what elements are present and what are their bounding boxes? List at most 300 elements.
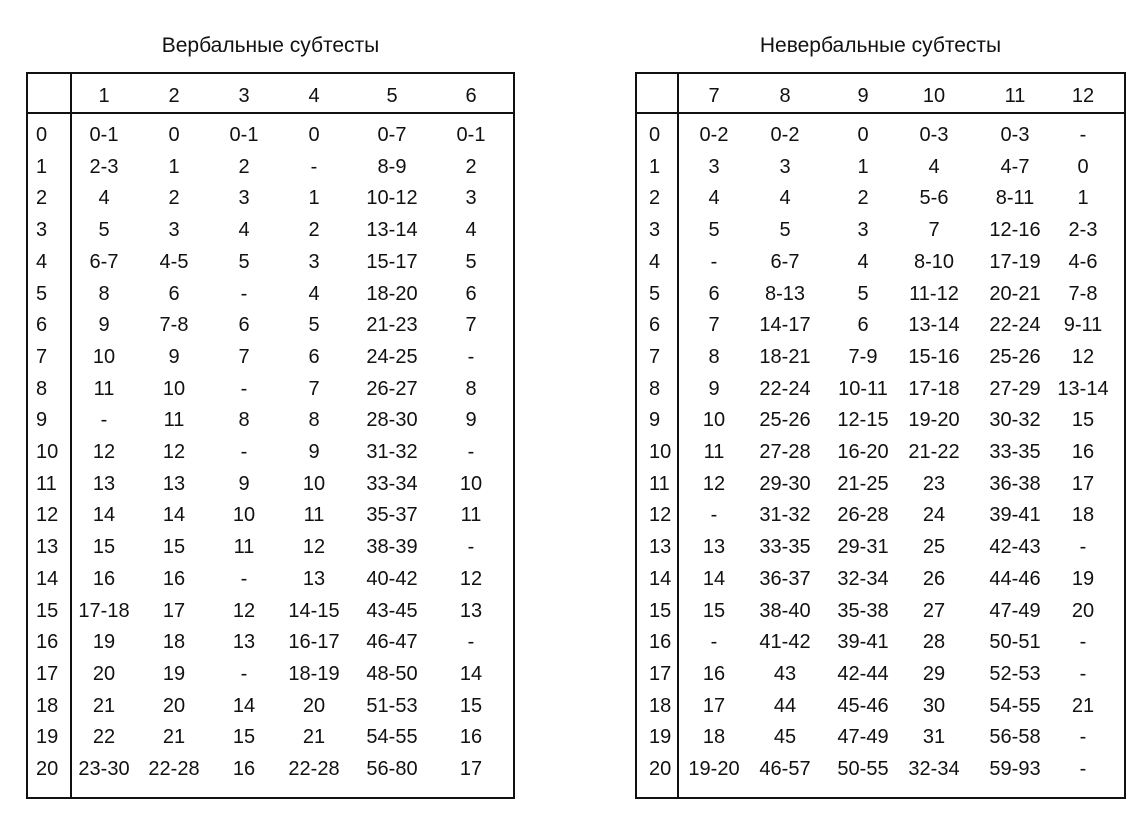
table-cell: 16 xyxy=(92,568,116,590)
table-cell: 10-11 xyxy=(838,378,888,400)
table-cell: 8 xyxy=(98,283,110,305)
table-cell: 6-7 xyxy=(89,251,119,273)
table-cell: 1 xyxy=(1077,187,1089,209)
table-cell: 33-35 xyxy=(759,536,811,558)
table-cell: 10-12 xyxy=(366,187,418,209)
table-cell: 22-24 xyxy=(989,314,1041,336)
table-cell: 20 xyxy=(302,695,326,717)
table-cell: 39-41 xyxy=(837,631,889,653)
row-label: 12 xyxy=(36,504,59,526)
table-cell: 2-3 xyxy=(89,156,119,178)
table-cell: 19 xyxy=(92,631,116,653)
table-cell: 7-9 xyxy=(848,346,878,368)
table-cell: 4 xyxy=(98,187,110,209)
column-header: 7 xyxy=(708,85,720,107)
column-header: 5 xyxy=(386,85,398,107)
table-cell: 26 xyxy=(922,568,946,590)
table-cell: 16 xyxy=(232,758,256,780)
table-cell: 9 xyxy=(708,378,720,400)
row-label: 8 xyxy=(36,378,48,400)
table-cell: 15 xyxy=(92,536,116,558)
table-cell: 13-14 xyxy=(1057,378,1109,400)
table-cell: 20 xyxy=(162,695,186,717)
table-cell: 0-1 xyxy=(456,124,486,146)
row-label: 13 xyxy=(36,536,59,558)
table-cell: 8-11 xyxy=(995,187,1035,209)
table-cell: 16 xyxy=(702,663,726,685)
table-cell: 25-26 xyxy=(989,346,1041,368)
table-cell: 11 xyxy=(233,536,255,558)
table-cell: 33-34 xyxy=(366,473,418,495)
table-cell: 21 xyxy=(92,695,116,717)
row-label: 9 xyxy=(36,409,48,431)
table-cell: 4-5 xyxy=(159,251,189,273)
table-cell: 13 xyxy=(162,473,186,495)
table-cell: 9 xyxy=(308,441,320,463)
table-cell: 30 xyxy=(922,695,946,717)
table-cell: 16 xyxy=(459,726,483,748)
table-cell: 7-8 xyxy=(1068,283,1098,305)
table-cell: 7 xyxy=(308,378,320,400)
table-cell: 9 xyxy=(168,346,180,368)
table-cell: 14 xyxy=(162,504,186,526)
table-cell: 32-34 xyxy=(908,758,960,780)
table-cell: - xyxy=(1079,124,1087,146)
table-cell: 10 xyxy=(232,504,256,526)
table-cell: 14 xyxy=(92,504,116,526)
table-cell: - xyxy=(467,536,475,558)
table-cell: 0 xyxy=(308,124,320,146)
row-label: 10 xyxy=(649,441,672,463)
table-cell: 4-7 xyxy=(1000,156,1030,178)
row-label: 7 xyxy=(36,346,48,368)
table-cell: 5 xyxy=(465,251,477,273)
table-cell: 50-55 xyxy=(837,758,889,780)
table-cell: 21 xyxy=(302,726,326,748)
table-cell: 16 xyxy=(162,568,186,590)
table-cell: 27 xyxy=(922,600,946,622)
column-header: 12 xyxy=(1071,85,1095,107)
table-cell: 46-57 xyxy=(759,758,811,780)
table-cell: 14 xyxy=(702,568,726,590)
table-cell: 13 xyxy=(702,536,726,558)
column-header: 4 xyxy=(308,85,320,107)
row-label: 3 xyxy=(649,219,661,241)
table-cell: 40-42 xyxy=(366,568,418,590)
table-cell: 47-49 xyxy=(837,726,889,748)
table-cell: 4 xyxy=(238,219,250,241)
table-cell: 32-34 xyxy=(837,568,889,590)
table-cell: 12 xyxy=(1071,346,1095,368)
table-cell: 4 xyxy=(465,219,477,241)
table-cell: 9 xyxy=(465,409,477,431)
table-cell: 4 xyxy=(928,156,940,178)
row-label: 0 xyxy=(649,124,661,146)
table-cell: - xyxy=(240,568,248,590)
table-cell: 6 xyxy=(238,314,250,336)
table-cell: 10 xyxy=(459,473,483,495)
table-cell: - xyxy=(100,409,108,431)
table-cell: 16-20 xyxy=(837,441,889,463)
table-cell: 0-7 xyxy=(377,124,407,146)
table-cell: - xyxy=(1079,536,1087,558)
table-title: Вербальные субтесты xyxy=(161,34,380,57)
table-cell: - xyxy=(710,504,718,526)
row-label: 20 xyxy=(36,758,59,780)
table-cell: 3 xyxy=(238,187,250,209)
table-cell: 48-50 xyxy=(366,663,418,685)
table-cell: 15 xyxy=(1071,409,1095,431)
table-cell: 14 xyxy=(459,663,483,685)
table-cell: 11 xyxy=(460,504,482,526)
table-cell: 0 xyxy=(168,124,180,146)
table-cell: 52-53 xyxy=(989,663,1041,685)
table-cell: 29 xyxy=(922,663,946,685)
column-header: 10 xyxy=(922,85,946,107)
table-cell: 17-19 xyxy=(989,251,1041,273)
table-cell: 54-55 xyxy=(989,695,1041,717)
table-cell: 1 xyxy=(168,156,180,178)
table-cell: 4-6 xyxy=(1068,251,1098,273)
table-cell: 8 xyxy=(308,409,320,431)
table-cell: 5 xyxy=(238,251,250,273)
table-cell: - xyxy=(240,441,248,463)
table-cell: 50-51 xyxy=(989,631,1041,653)
table-cell: 14 xyxy=(232,695,256,717)
column-header: 6 xyxy=(465,85,477,107)
table-cell: 17-18 xyxy=(78,600,130,622)
table-cell: 18-20 xyxy=(366,283,418,305)
table-frame xyxy=(26,72,515,799)
table-cell: 9-11 xyxy=(1063,314,1103,336)
row-label: 20 xyxy=(649,758,672,780)
table-cell: 21-23 xyxy=(366,314,418,336)
table-cell: 12 xyxy=(302,536,326,558)
table-cell: 35-37 xyxy=(366,504,418,526)
table-cell: 18-19 xyxy=(288,663,340,685)
table-cell: 35-38 xyxy=(837,600,889,622)
table-cell: 11 xyxy=(163,409,185,431)
table-cell: 44-46 xyxy=(989,568,1041,590)
table-title: Невербальные субтесты xyxy=(759,34,1002,57)
table-cell: 15 xyxy=(162,536,186,558)
row-label: 18 xyxy=(649,695,672,717)
table-cell: 4 xyxy=(708,187,720,209)
table-cell: 12 xyxy=(232,600,256,622)
table-cell: 27-28 xyxy=(759,441,811,463)
table-cell: 13-14 xyxy=(366,219,418,241)
table-cell: 41-42 xyxy=(759,631,811,653)
row-label: 6 xyxy=(649,314,661,336)
column-header: 2 xyxy=(168,85,180,107)
column-header: 3 xyxy=(238,85,250,107)
table-cell: 21 xyxy=(1071,695,1095,717)
table-cell: 17 xyxy=(702,695,726,717)
table-cell: 43 xyxy=(773,663,797,685)
table-cell: 6 xyxy=(465,283,477,305)
table-cell: 38-39 xyxy=(366,536,418,558)
column-header: 8 xyxy=(779,85,791,107)
table-cell: 0-3 xyxy=(919,124,949,146)
row-label: 3 xyxy=(36,219,48,241)
table-cell: 4 xyxy=(779,187,791,209)
table-cell: 28 xyxy=(922,631,946,653)
row-label: 14 xyxy=(649,568,672,590)
table-cell: 3 xyxy=(168,219,180,241)
table-cell: 29-30 xyxy=(759,473,811,495)
table-cell: 2 xyxy=(168,187,180,209)
table-cell: 19-20 xyxy=(688,758,740,780)
table-cell: 2 xyxy=(857,187,869,209)
table-frame xyxy=(635,72,1126,799)
table-cell: 8 xyxy=(238,409,250,431)
table-cell: 56-58 xyxy=(989,726,1041,748)
table-cell: 13 xyxy=(302,568,326,590)
table-cell: - xyxy=(1079,726,1087,748)
row-label: 1 xyxy=(36,156,48,178)
table-cell: 42-44 xyxy=(837,663,889,685)
table-cell: 12 xyxy=(459,568,483,590)
table-cell: 16-17 xyxy=(288,631,340,653)
table-cell: 5 xyxy=(98,219,110,241)
row-label: 18 xyxy=(36,695,59,717)
table-cell: 12 xyxy=(162,441,186,463)
row-label: 1 xyxy=(649,156,661,178)
table-cell: 6 xyxy=(168,283,180,305)
table-cell: 3 xyxy=(708,156,720,178)
table-cell: 0-3 xyxy=(1000,124,1030,146)
table-cell: 13 xyxy=(459,600,483,622)
table-cell: 7 xyxy=(465,314,477,336)
table-cell: 12-15 xyxy=(837,409,889,431)
table-cell: 20 xyxy=(1071,600,1095,622)
table-cell: 5 xyxy=(857,283,869,305)
row-label: 14 xyxy=(36,568,59,590)
table-cell: 9 xyxy=(238,473,250,495)
table-cell: 1 xyxy=(857,156,869,178)
column-header: 11 xyxy=(1004,85,1026,107)
column-header: 1 xyxy=(98,85,110,107)
row-label: 19 xyxy=(36,726,59,748)
table-cell: 17 xyxy=(162,600,186,622)
row-label: 16 xyxy=(649,631,672,653)
table-cell: 18 xyxy=(702,726,726,748)
table-cell: 3 xyxy=(779,156,791,178)
row-label: 13 xyxy=(649,536,672,558)
table-cell: 11 xyxy=(303,504,325,526)
table-cell: 47-49 xyxy=(989,600,1041,622)
row-label: 7 xyxy=(649,346,661,368)
table-cell: 25-26 xyxy=(759,409,811,431)
table-cell: 0-1 xyxy=(89,124,119,146)
table-cell: 3 xyxy=(857,219,869,241)
table-cell: 5 xyxy=(708,219,720,241)
table-cell: 17 xyxy=(1071,473,1095,495)
table-cell: 43-45 xyxy=(366,600,418,622)
table-cell: - xyxy=(467,346,475,368)
table-cell: - xyxy=(1079,663,1087,685)
table-cell: 12 xyxy=(702,473,726,495)
table-cell: 15-16 xyxy=(908,346,960,368)
row-label: 5 xyxy=(36,283,48,305)
row-label: 11 xyxy=(649,473,670,495)
table-cell: 2 xyxy=(465,156,477,178)
row-label: 16 xyxy=(36,631,59,653)
row-label: 10 xyxy=(36,441,59,463)
table-cell: 11-12 xyxy=(909,283,959,305)
table-cell: 6-7 xyxy=(770,251,800,273)
row-label: 2 xyxy=(649,187,661,209)
table-cell: 21 xyxy=(162,726,186,748)
table-cell: 44 xyxy=(773,695,797,717)
table-cell: 5-6 xyxy=(919,187,949,209)
table-cell: 36-38 xyxy=(989,473,1041,495)
table-cell: 8 xyxy=(465,378,477,400)
table-cell: 28-30 xyxy=(366,409,418,431)
table-cell: 6 xyxy=(308,346,320,368)
row-label: 0 xyxy=(36,124,48,146)
table-cell: 7-8 xyxy=(159,314,189,336)
table-cell: 15 xyxy=(459,695,483,717)
row-label: 11 xyxy=(36,473,57,495)
table-cell: 5 xyxy=(779,219,791,241)
row-label: 4 xyxy=(649,251,661,273)
table-cell: 9 xyxy=(98,314,110,336)
table-cell: 2-3 xyxy=(1068,219,1098,241)
table-cell: 8-10 xyxy=(913,251,955,273)
table-cell: 26-28 xyxy=(837,504,889,526)
table-cell: 22-28 xyxy=(288,758,340,780)
table-cell: 42-43 xyxy=(989,536,1041,558)
table-cell: - xyxy=(240,663,248,685)
table-cell: 21-22 xyxy=(908,441,960,463)
table-cell: 46-47 xyxy=(366,631,418,653)
table-cell: 22-28 xyxy=(148,758,200,780)
table-cell: 15 xyxy=(232,726,256,748)
table-cell: 31-32 xyxy=(759,504,811,526)
table-cell: 15-17 xyxy=(366,251,418,273)
table-cell: - xyxy=(240,378,248,400)
table-cell: 16 xyxy=(1071,441,1095,463)
table-cell: 24-25 xyxy=(366,346,418,368)
table-cell: 23 xyxy=(922,473,946,495)
row-label: 5 xyxy=(649,283,661,305)
table-cell: 20-21 xyxy=(989,283,1041,305)
table-cell: 45 xyxy=(773,726,797,748)
table-cell: 1 xyxy=(308,187,320,209)
table-cell: 14-15 xyxy=(288,600,340,622)
table-cell: 10 xyxy=(302,473,326,495)
table-cell: 2 xyxy=(238,156,250,178)
table-cell: 51-53 xyxy=(366,695,418,717)
table-cell: 10 xyxy=(162,378,186,400)
table-cell: 0 xyxy=(1077,156,1089,178)
column-header: 9 xyxy=(857,85,869,107)
row-label: 17 xyxy=(649,663,672,685)
table-cell: - xyxy=(240,283,248,305)
table-cell: - xyxy=(1079,631,1087,653)
table-cell: 19-20 xyxy=(908,409,960,431)
table-cell: 5 xyxy=(308,314,320,336)
table-cell: - xyxy=(467,631,475,653)
table-cell: 22-24 xyxy=(759,378,811,400)
table-cell: 26-27 xyxy=(366,378,418,400)
table-cell: 3 xyxy=(465,187,477,209)
table-cell: 0-2 xyxy=(699,124,729,146)
verbal-subtests-table xyxy=(26,0,515,825)
table-cell: 19 xyxy=(1071,568,1095,590)
table-cell: 0-1 xyxy=(229,124,259,146)
table-cell: - xyxy=(310,156,318,178)
table-cell: 13 xyxy=(232,631,256,653)
table-cell: 7 xyxy=(238,346,250,368)
table-cell: 19 xyxy=(162,663,186,685)
table-cell: 13-14 xyxy=(908,314,960,336)
table-cell: 12 xyxy=(92,441,116,463)
table-cell: 0-2 xyxy=(770,124,800,146)
table-cell: 31-32 xyxy=(366,441,418,463)
table-cell: 45-46 xyxy=(837,695,889,717)
table-cell: 7 xyxy=(708,314,720,336)
header-divider xyxy=(637,112,1124,114)
table-cell: 54-55 xyxy=(366,726,418,748)
table-cell: 12-16 xyxy=(989,219,1041,241)
table-cell: 3 xyxy=(308,251,320,273)
column-divider xyxy=(677,74,679,797)
table-cell: 21-25 xyxy=(837,473,889,495)
table-cell: 14-17 xyxy=(759,314,811,336)
table-cell: 8-9 xyxy=(377,156,407,178)
row-label: 8 xyxy=(649,378,661,400)
table-cell: 33-35 xyxy=(989,441,1041,463)
table-cell: 13 xyxy=(92,473,116,495)
table-cell: 18 xyxy=(1071,504,1095,526)
row-label: 17 xyxy=(36,663,59,685)
table-cell: 29-31 xyxy=(837,536,889,558)
nonverbal-subtests-table xyxy=(635,0,1126,825)
table-cell: 36-37 xyxy=(759,568,811,590)
table-cell: 59-93 xyxy=(989,758,1041,780)
table-cell: 18 xyxy=(162,631,186,653)
table-cell: 39-41 xyxy=(989,504,1041,526)
table-cell: - xyxy=(710,631,718,653)
table-cell: 4 xyxy=(857,251,869,273)
table-cell: 17-18 xyxy=(908,378,960,400)
table-cell: 20 xyxy=(92,663,116,685)
table-cell: 7 xyxy=(928,219,940,241)
header-divider xyxy=(28,112,513,114)
table-cell: 17 xyxy=(459,758,483,780)
table-cell: 10 xyxy=(702,409,726,431)
table-cell: 4 xyxy=(308,283,320,305)
table-cell: 24 xyxy=(922,504,946,526)
table-cell: 15 xyxy=(702,600,726,622)
row-label: 19 xyxy=(649,726,672,748)
table-cell: 11 xyxy=(93,378,115,400)
table-cell: 10 xyxy=(92,346,116,368)
table-cell: 56-80 xyxy=(366,758,418,780)
table-cell: 30-32 xyxy=(989,409,1041,431)
row-label: 15 xyxy=(36,600,59,622)
column-divider xyxy=(70,74,72,797)
row-label: 12 xyxy=(649,504,672,526)
table-cell: 0 xyxy=(857,124,869,146)
table-cell: 38-40 xyxy=(759,600,811,622)
table-cell: 23-30 xyxy=(78,758,130,780)
table-cell: 11 xyxy=(703,441,725,463)
table-cell: 6 xyxy=(708,283,720,305)
table-cell: - xyxy=(467,441,475,463)
